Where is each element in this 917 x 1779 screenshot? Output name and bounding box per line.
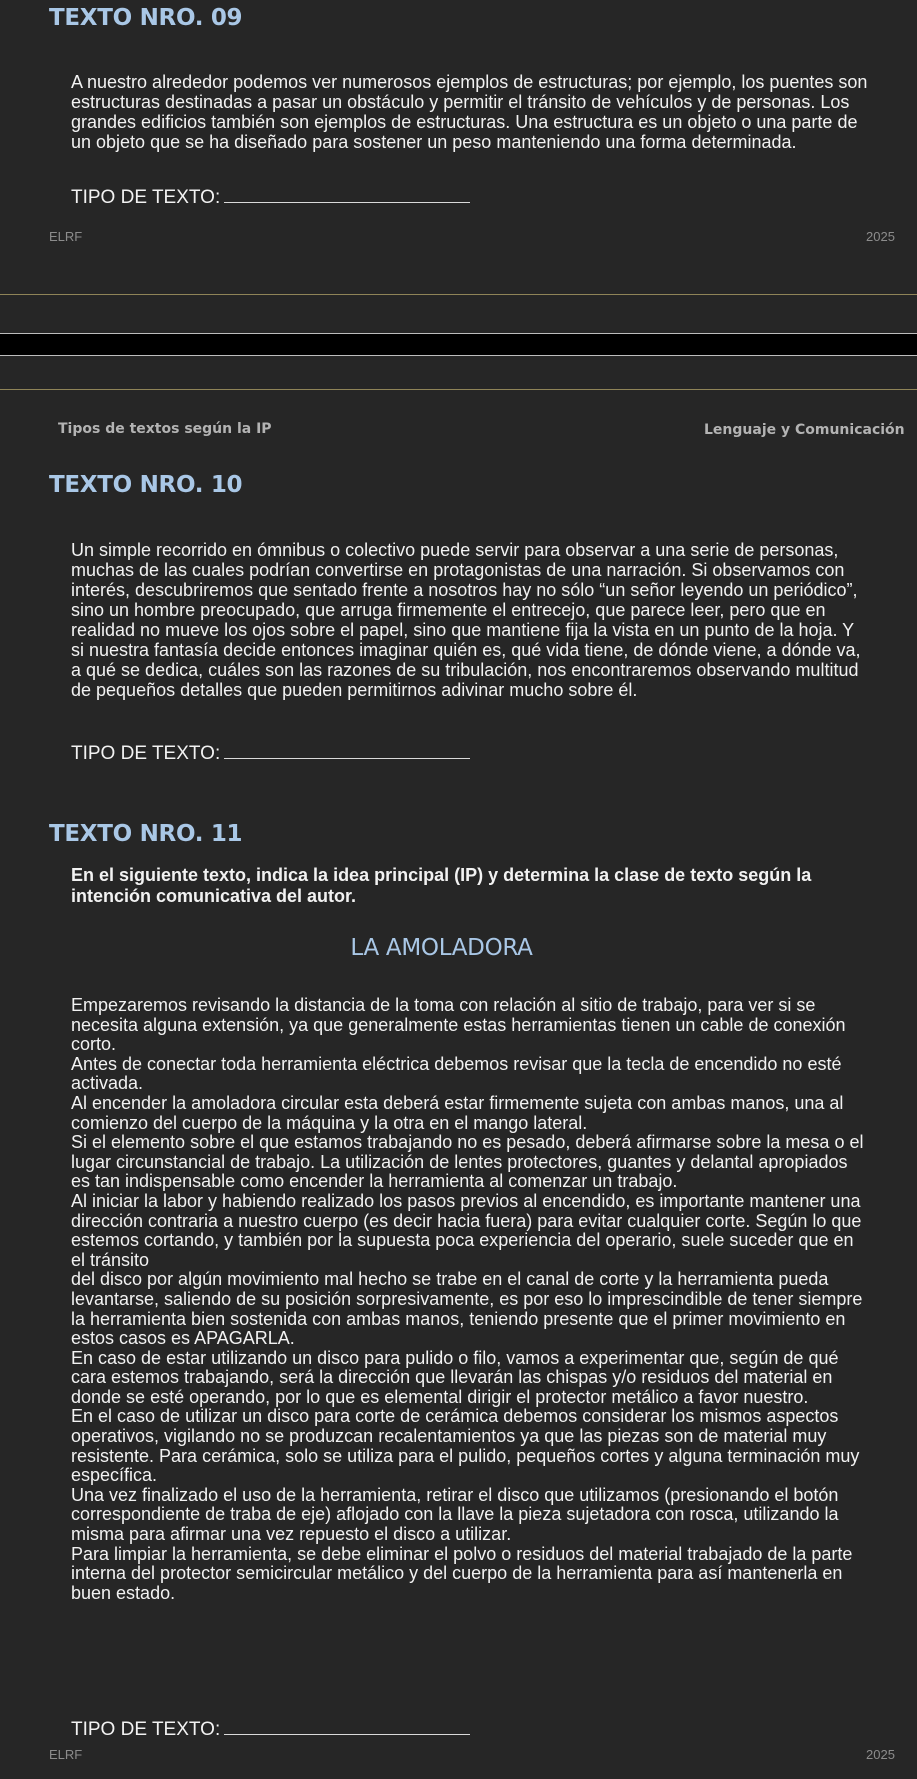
footer-left: ELRF <box>49 229 83 244</box>
paragraph-line: En caso de estar utilizando un disco para pulido o filo, vamos a experimentar que, según de qué <box>71 1347 839 1368</box>
paragraph-line: cara estemos trabajando, será la dirección que llevarán las chispas y/o residuos del material en <box>71 1367 833 1388</box>
texto-11-instructions <box>71 865 811 907</box>
footer-right: 2025 <box>866 229 895 244</box>
texto-09-tipo-row <box>71 184 470 209</box>
paragraph-line: A nuestro alrededor podemos ver numerosos ejemplos de estructuras; por ejemplo, los puentes son <box>71 72 868 92</box>
page-header-left: Tipos de textos según la IP <box>58 421 272 437</box>
paragraph-line: corto. <box>71 1034 117 1055</box>
page-header-right: Lenguaje y Comunicación <box>704 422 905 438</box>
paragraph-line: misma para afirmar una vez repuesto el disco a utilizar. <box>71 1524 512 1545</box>
paragraph-line: un objeto que se ha diseñado para sostener un peso manteniendo una forma determinada. <box>71 132 797 152</box>
paragraph-line: En el caso de utilizar un disco para corte de cerámica debemos considerar los mismos aspectos <box>71 1406 839 1427</box>
paragraph-line: resistente. Para cerámica, solo se utiliza para el pulido, pequeños cortes y alguna terminación muy <box>71 1445 860 1466</box>
tipo-label: TIPO DE TEXTO: <box>71 743 221 764</box>
texto-09-paragraph <box>71 72 867 152</box>
paragraph-line: muchas de las cuales podrían convertirse en protagonistas de una narración. Si observamos con <box>71 560 845 580</box>
instructions-line: En el siguiente texto, indica la idea principal (IP) y determina la clase de texto según la <box>71 865 812 885</box>
texto-10-title: TEXTO NRO. 10 <box>49 472 243 498</box>
texto-11-subtitle: LA AMOLADORA <box>350 935 533 961</box>
tipo-answer-blank[interactable] <box>224 740 470 759</box>
paragraph-line: la herramienta bien sostenida con ambas manos, teniendo presente que el primer movimiento en <box>71 1308 846 1329</box>
paragraph-line: a qué se dedica, cuáles son las razones de su tribulación, nos encontraremos observando multitud <box>71 660 859 680</box>
paragraph-line: estemos cortando, y también por la supuesta poca experiencia del operario, suele suceder que en <box>71 1230 854 1251</box>
tipo-answer-blank[interactable] <box>224 1716 470 1735</box>
page-border-bottom <box>0 294 917 295</box>
tipo-answer-blank[interactable] <box>224 184 470 203</box>
paragraph-line: activada. <box>71 1073 144 1094</box>
paragraph-line: interés, descubriremos que sentado frente a nosotros hay no sólo “un señor leyendo un periódico”, <box>71 580 858 600</box>
paragraph-line: si nuestra fantasía decide entonces imaginar quién es, qué vida tiene, de dónde viene, a dónde va, <box>71 640 861 660</box>
texto-11-tipo-row <box>71 1716 470 1741</box>
paragraph-line: Una vez finalizado el uso de la herramienta, retirar el disco que utilizamos (presionando el botón <box>71 1484 839 1505</box>
tipo-label: TIPO DE TEXTO: <box>71 187 221 208</box>
texto-10-tipo-row <box>71 740 470 765</box>
texto-09-title: TEXTO NRO. 09 <box>49 5 243 31</box>
paragraph-line: realidad no mueve los ojos sobre el papel, sino que mantiene fija la vista en un punto de la hoja. Y <box>71 620 855 640</box>
paragraph-line: es tan indispensable como encender la herramienta al comenzar un trabajo. <box>71 1171 678 1192</box>
paragraph-line: dirección contraria a nuestro cuerpo (es decir hacia fuera) para evitar cualquier corte. Según lo que <box>71 1210 862 1231</box>
paragraph-line: operativos, vigilando no se produzcan recalentamientos ya que las piezas son de material muy <box>71 1426 827 1447</box>
paragraph-line: sino un hombre preocupado, que arruga firmemente el entrecejo, que parece leer, pero que en <box>71 600 826 620</box>
paragraph-line: Empezaremos revisando la distancia de la toma con relación al sitio de trabajo, para ver si se <box>71 995 816 1015</box>
paragraph-line: grandes edificios también son ejemplos de estructuras. Una estructura es un objeto o una parte de <box>71 112 858 132</box>
paragraph-line: estructuras destinadas a pasar un obstáculo y permitir el tránsito de vehículos y de personas. Los <box>71 92 850 112</box>
texto-11-title: TEXTO NRO. 11 <box>49 821 243 847</box>
paragraph-line: Si el elemento sobre el que estamos trabajando no es pesado, deberá afirmarse sobre la mesa o el <box>71 1132 864 1153</box>
paragraph-line: Antes de conectar toda herramienta eléctrica debemos revisar que la tecla de encendido no esté <box>71 1053 842 1074</box>
paragraph-line: Un simple recorrido en ómnibus o colectivo puede servir para observar a una serie de personas, <box>71 540 839 560</box>
paragraph-line: lugar circunstancial de trabajo. La utilización de lentes protectores, guantes y delantal apropiados <box>71 1151 848 1172</box>
paragraph-line: de pequeños detalles que pueden permitirnos adivinar mucho sobre él. <box>71 680 638 700</box>
paragraph-line: necesita alguna extensión, ya que generalmente estas herramientas tienen un cable de conexión <box>71 1014 846 1035</box>
paragraph-line: del disco por algún movimiento mal hecho se trabe en el canal de corte y la herramienta pueda <box>71 1269 829 1290</box>
paragraph-line: Al iniciar la labor y habiendo realizado los pasos previos al encendido, es importante mantener una <box>71 1190 861 1211</box>
paragraph-line: interna del protector semicircular metálico y del cuerpo de la herramienta para así mantenerla en <box>71 1563 843 1584</box>
paragraph-line: estos casos es APAGARLA. <box>71 1328 295 1349</box>
paragraph-line: buen estado. <box>71 1582 176 1603</box>
footer-right: 2025 <box>866 1747 895 1762</box>
texto-10-paragraph <box>71 540 861 700</box>
page-border-top <box>0 389 917 390</box>
paragraph-line: donde se esté operando, por lo que es elemental dirigir el protector metálico a favor nuestro. <box>71 1386 809 1407</box>
footer-left: ELRF <box>49 1747 83 1762</box>
paragraph-line: específica. <box>71 1465 158 1486</box>
paragraph-line: comienzo del cuerpo de la máquina y la otra en el mango lateral. <box>71 1112 588 1133</box>
paragraph-line: correspondiente de traba de eje) aflojado con la llave la pieza sujetadora con rosca, utilizando la <box>71 1504 839 1525</box>
page-gap <box>0 333 917 356</box>
instructions-line: intención comunicativa del autor. <box>71 886 357 906</box>
paragraph-line: levantarse, saliendo de su posición sorpresivamente, es por eso lo imprescindible de tener siempre <box>71 1288 863 1309</box>
texto-11-paragraph <box>71 996 863 1603</box>
tipo-label: TIPO DE TEXTO: <box>71 1719 221 1740</box>
paragraph-line: Al encender la amoladora circular esta deberá estar firmemente sujeta con ambas manos, una al <box>71 1092 844 1113</box>
paragraph-line: Para limpiar la herramienta, se debe eliminar el polvo o residuos del material trabajado de la parte <box>71 1543 853 1564</box>
paragraph-line: el tránsito <box>71 1249 150 1270</box>
